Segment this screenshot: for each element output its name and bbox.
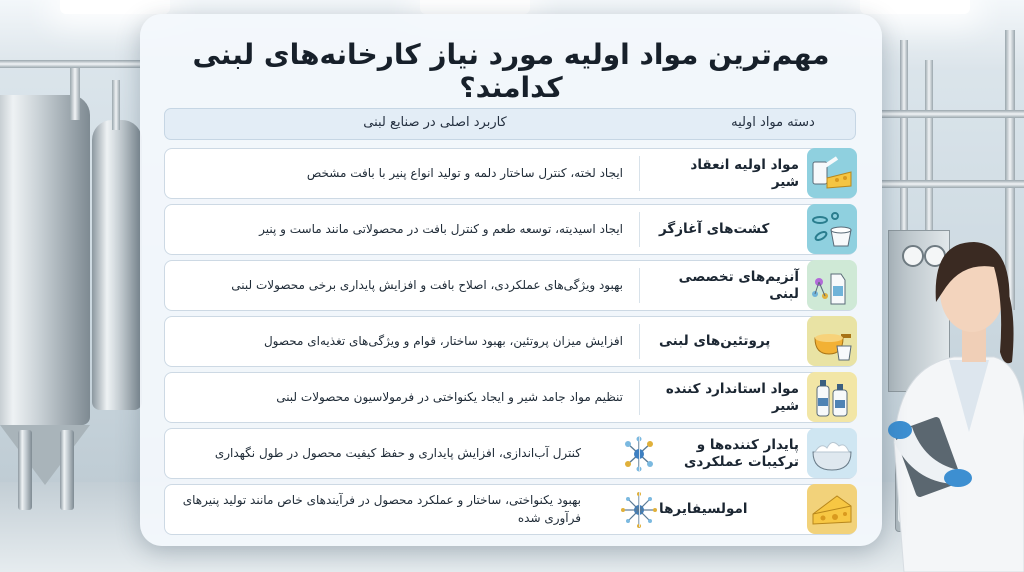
row-divider [639,492,640,527]
row-name: امولسیفایرها [659,501,748,518]
steel-tank [0,95,90,425]
row-description-text: افزایش میزان پروتئین، بهبود ساختار، قوام و ویژگی‌های تغذیه‌ای محصول [263,333,623,348]
row-description [181,205,623,254]
info-card [140,14,882,546]
ceiling-light [60,0,170,14]
row-description-text: بهبود ویژگی‌های عملکردی، اصلاح بافت و افزایش پایداری برخی محصولات لبنی [231,277,623,292]
milk-standardizer-icon [807,372,857,422]
tank-leg [18,430,32,510]
table-row [164,372,856,423]
table-row [164,260,856,311]
row-name: آنزیم‌های تخصصی لبنی [678,268,799,302]
pipe [112,80,120,130]
row-divider [639,156,640,191]
table-header [164,108,856,140]
steel-tank [92,120,142,410]
row-description [181,373,623,422]
row-description-text: بهبود یکنواختی، ساختار و عملکرد محصول در فرآیندهای خاص مانند تولید پنیرهای فرآوری شده [182,493,581,525]
table-row [164,428,856,479]
table-row [164,484,856,535]
ceiling-light [860,0,970,14]
row-description [181,317,623,366]
tank-cone [0,425,90,485]
header-category: دسته مواد اولیه [731,115,815,130]
row-divider [639,324,640,359]
table-row [164,316,856,367]
row-name: مواد استاندارد کننده شیر [665,380,799,414]
row-description-text: کنترل آب‌اندازی، افزایش پایداری و حفظ کیفیت محصول در طول نگهداری [214,445,581,460]
header-usage: کاربرد اصلی در صنایع لبنی [363,115,507,130]
table-row [164,204,856,255]
row-description [181,429,581,478]
row-description [181,261,623,310]
starter-culture-icon [807,204,857,254]
pipe [882,180,1024,188]
pipe [0,60,140,68]
page-title: مهم‌ترین مواد اولیه مورد نیاز کارخانه‌های لبنی کدامند؟ [192,38,830,104]
table-row [164,148,856,199]
pipe [70,60,80,120]
ceiling-light [420,0,530,14]
row-name: پروتئین‌های لبنی [659,333,771,350]
row-description [181,149,623,198]
row-name: کشت‌های آغازگر [659,221,770,238]
row-description-text: ایجاد اسیدیته، توسعه طعم و کنترل بافت در محصولاتی مانند ماست و پنیر [259,221,623,236]
row-divider [639,268,640,303]
cheese-emulsifier-icon [807,484,857,534]
pipe [882,110,1024,118]
tank-leg [60,430,74,510]
row-divider [639,380,640,415]
row-name: پایدار کننده‌ها و ترکیبات عملکردی [683,436,799,470]
row-description-text: تنظیم مواد جامد شیر و ایجاد یکنواختی در فرمولاسیون محصولات لبنی [276,389,623,404]
stabilizer-icon [807,428,857,478]
row-divider [639,212,640,247]
enzyme-icon [807,260,857,310]
milk-coagulation-icon [807,148,857,198]
row-name: مواد اولیه انعقاد شیر [690,156,799,190]
dairy-protein-icon [807,316,857,366]
row-description-text: ایجاد لخته، کنترل ساختار دلمه و تولید انواع پنیر با بافت مشخص [306,165,623,180]
row-divider [639,436,640,471]
row-description [181,485,581,534]
